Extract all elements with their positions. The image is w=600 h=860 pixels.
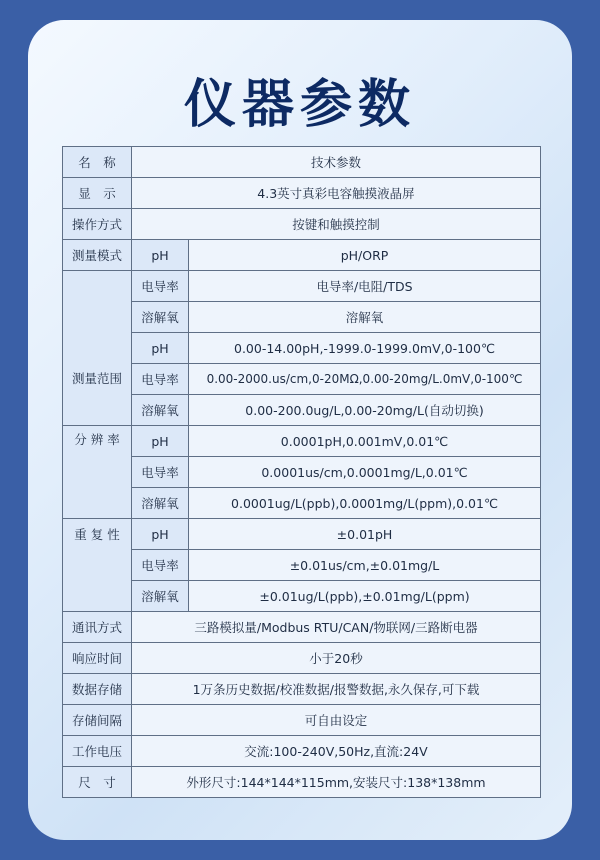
table-row-mode-do bbox=[63, 302, 541, 333]
table-row-size bbox=[63, 767, 541, 798]
table-row-mode-ph bbox=[63, 240, 541, 271]
table-row-range-cond bbox=[63, 364, 541, 395]
row-value: 技术参数 bbox=[132, 147, 541, 178]
table-row-interval bbox=[63, 705, 541, 736]
table-row-header bbox=[63, 147, 541, 178]
row-value: 4.3英寸真彩电容触摸液晶屏 bbox=[132, 178, 541, 209]
sub-param: pH bbox=[132, 240, 189, 271]
row-value: 小于20秒 bbox=[132, 643, 541, 674]
table-row-operation bbox=[63, 209, 541, 240]
row-value: 按键和触摸控制 bbox=[132, 209, 541, 240]
sub-param: 电导率 bbox=[132, 364, 189, 395]
table-row-rep-do bbox=[63, 581, 541, 612]
group-label-resolution: 分 辨 率 bbox=[63, 426, 132, 519]
table-row-range-ph bbox=[63, 333, 541, 364]
sub-param: 电导率 bbox=[132, 550, 189, 581]
sub-param: 溶解氧 bbox=[132, 581, 189, 612]
row-value: 外形尺寸:144*144*115mm,安装尺寸:138*138mm bbox=[132, 767, 541, 798]
row-label: 数据存储 bbox=[63, 674, 132, 705]
table-row-comm bbox=[63, 612, 541, 643]
sub-value: ±0.01pH bbox=[189, 519, 541, 550]
sub-param: 电导率 bbox=[132, 271, 189, 302]
row-label: 通讯方式 bbox=[63, 612, 132, 643]
sub-value: 0.00-200.0ug/L,0.00-20mg/L(自动切换) bbox=[189, 395, 541, 426]
row-label: 显 示 bbox=[63, 178, 132, 209]
row-label: 存储间隔 bbox=[63, 705, 132, 736]
group-label-range: 测量范围 bbox=[63, 271, 132, 426]
table-row-res-do bbox=[63, 488, 541, 519]
sub-param: pH bbox=[132, 333, 189, 364]
table-row-res-ph bbox=[63, 426, 541, 457]
group-label-repeat: 重 复 性 bbox=[63, 519, 132, 612]
table-row-voltage bbox=[63, 736, 541, 767]
parameter-table bbox=[62, 146, 541, 798]
sub-param: 溶解氧 bbox=[132, 302, 189, 333]
row-value: 三路模拟量/Modbus RTU/CAN/物联网/三路断电器 bbox=[132, 612, 541, 643]
sub-value: ±0.01ug/L(ppb),±0.01mg/L(ppm) bbox=[189, 581, 541, 612]
table-row-res-cond bbox=[63, 457, 541, 488]
row-label: 工作电压 bbox=[63, 736, 132, 767]
sub-value: ±0.01us/cm,±0.01mg/L bbox=[189, 550, 541, 581]
sub-value: 溶解氧 bbox=[189, 302, 541, 333]
sub-value: 0.00-2000.us/cm,0-20MΩ,0.00-20mg/L.0mV,0-100℃ bbox=[189, 364, 541, 395]
page-title: 仪器参数 bbox=[183, 75, 416, 135]
sub-value: 0.00-14.00pH,-1999.0-1999.0mV,0-100℃ bbox=[189, 333, 541, 364]
sub-value: pH/ORP bbox=[189, 240, 541, 271]
table-row-storage bbox=[63, 674, 541, 705]
sub-param: pH bbox=[132, 426, 189, 457]
sub-value: 0.0001ug/L(ppb),0.0001mg/L(ppm),0.01℃ bbox=[189, 488, 541, 519]
sub-value: 电导率/电阻/TDS bbox=[189, 271, 541, 302]
sub-param: pH bbox=[132, 519, 189, 550]
row-value: 可自由设定 bbox=[132, 705, 541, 736]
table-row-display bbox=[63, 178, 541, 209]
table-row-mode-cond bbox=[63, 271, 541, 302]
sub-param: 溶解氧 bbox=[132, 488, 189, 519]
sub-param: 电导率 bbox=[132, 457, 189, 488]
table-row-range-do bbox=[63, 395, 541, 426]
table-row-rep-ph bbox=[63, 519, 541, 550]
sub-value: 0.0001us/cm,0.0001mg/L,0.01℃ bbox=[189, 457, 541, 488]
sub-param: 溶解氧 bbox=[132, 395, 189, 426]
row-value: 交流:100-240V,50Hz,直流:24V bbox=[132, 736, 541, 767]
row-label: 名 称 bbox=[63, 147, 132, 178]
sub-value: 0.0001pH,0.001mV,0.01℃ bbox=[189, 426, 541, 457]
table-row-rep-cond bbox=[63, 550, 541, 581]
row-value: 1万条历史数据/校准数据/报警数据,永久保存,可下载 bbox=[132, 674, 541, 705]
group-label-mode: 测量模式 bbox=[63, 240, 132, 271]
table-row-response bbox=[63, 643, 541, 674]
row-label: 尺 寸 bbox=[63, 767, 132, 798]
row-label: 响应时间 bbox=[63, 643, 132, 674]
row-label: 操作方式 bbox=[63, 209, 132, 240]
